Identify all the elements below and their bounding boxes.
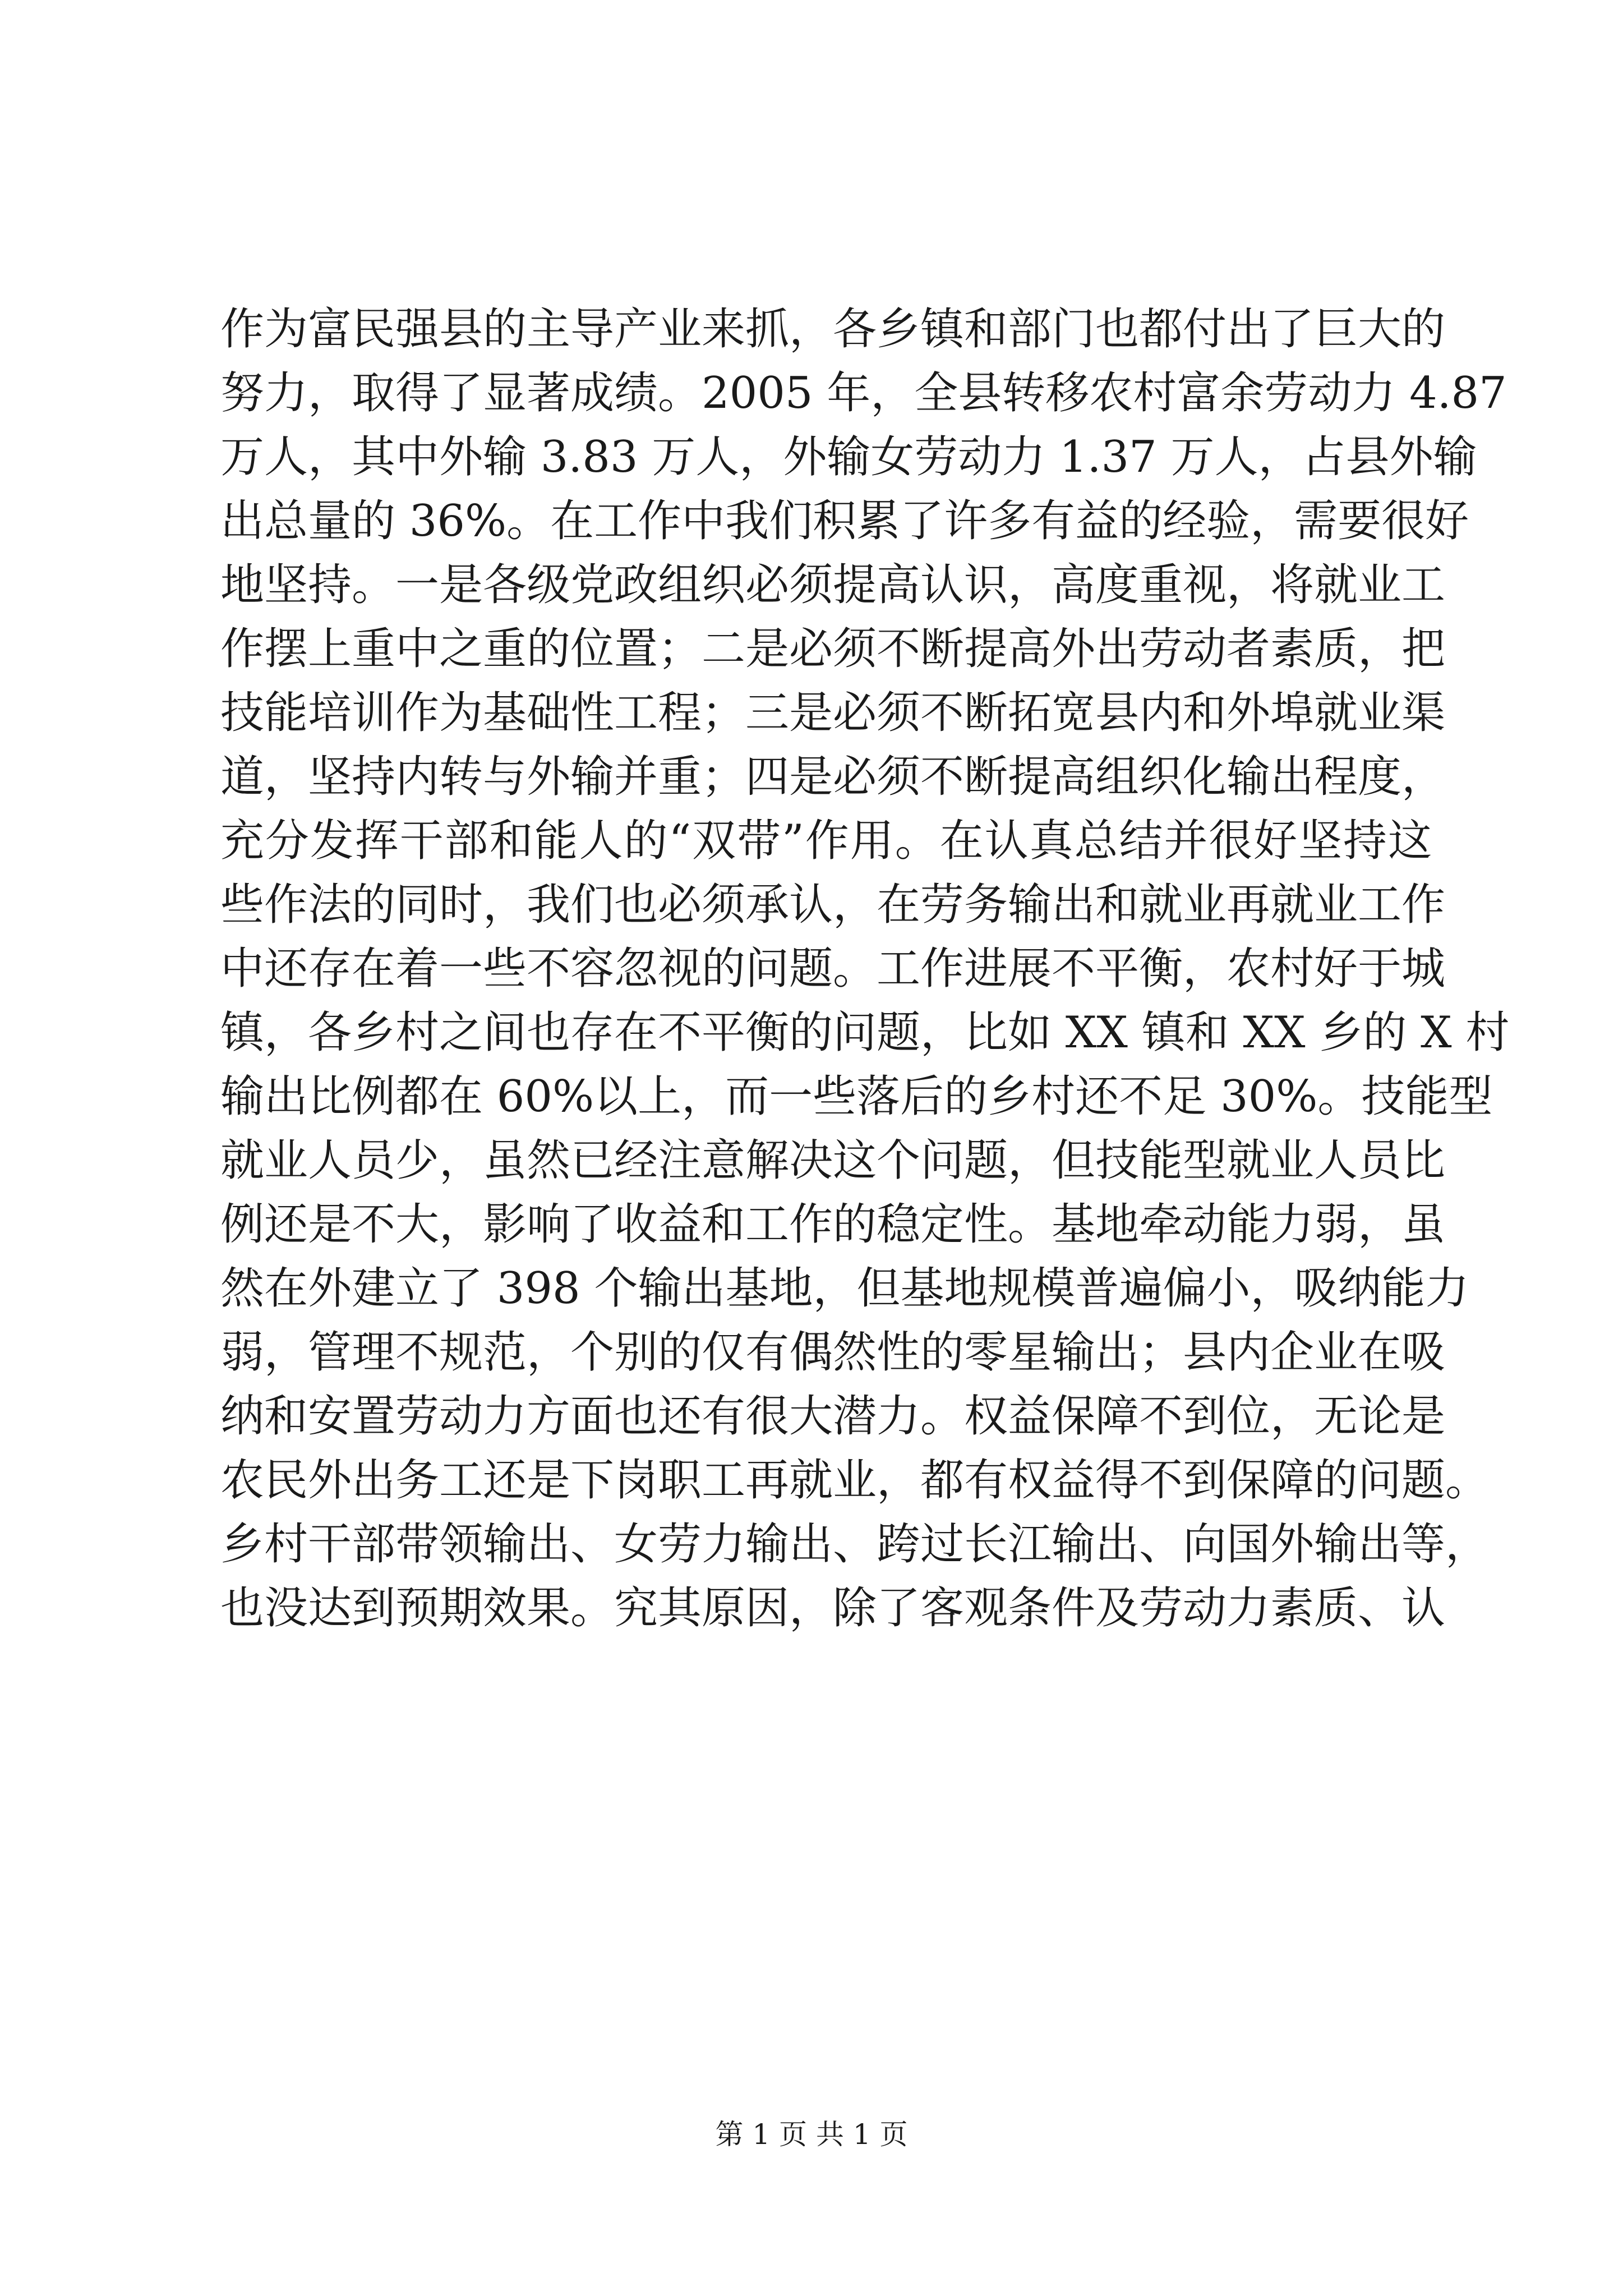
text-line: 也没达到预期效果。究其原因，除了客观条件及劳动力素质、认 bbox=[220, 1583, 1446, 1634]
text-line: 就业人员少，虽然已经注意解决这个问题，但技能型就业人员比 bbox=[220, 1135, 1446, 1186]
text-line: 例还是不大，影响了收益和工作的稳定性。基地牵动能力弱，虽 bbox=[220, 1199, 1446, 1250]
text-line: 技能培训作为基础性工程；三是必须不断拓宽县内和外埠就业渠 bbox=[220, 688, 1446, 738]
text-line: 地坚持。一是各级党政组织必须提高认识，高度重视，将就业工 bbox=[220, 560, 1446, 610]
text-line: 作摆上重中之重的位置；二是必须不断提高外出劳动者素质，把 bbox=[220, 624, 1446, 674]
text-line: 充分发挥干部和能人的“双带”作用。在认真总结并很好坚持这 bbox=[220, 816, 1432, 866]
text-line: 道，坚持内转与外输并重；四是必须不断提高组织化输出程度， bbox=[220, 752, 1446, 802]
text-line: 弱，管理不规范，个别的仅有偶然性的零星输出；县内企业在吸 bbox=[220, 1327, 1446, 1378]
text-line: 万人，其中外输 3.83 万人，外输女劳动力 1.37 万人，占县外输 bbox=[220, 432, 1477, 482]
text-line: 纳和安置劳动力方面也还有很大潜力。权益保障不到位，无论是 bbox=[220, 1391, 1446, 1442]
page-footer: 第 1 页 共 1 页 bbox=[715, 2118, 908, 2151]
body-paragraph bbox=[220, 297, 1510, 1640]
text-line: 镇，各乡村之间也存在不平衡的问题，比如 XX 镇和 XX 乡的 X 村 bbox=[220, 1007, 1510, 1058]
text-line: 出总量的 36%。在工作中我们积累了许多有益的经验，需要很好 bbox=[220, 496, 1469, 546]
text-line: 中还存在着一些不容忽视的问题。工作进展不平衡，农村好于城 bbox=[220, 944, 1446, 994]
text-line: 输出比例都在 60%以上，而一些落后的乡村还不足 30%。技能型 bbox=[220, 1071, 1493, 1122]
text-line: 努力，取得了显著成绩。2005 年，全县转移农村富余劳动力 4.87 bbox=[220, 368, 1507, 418]
text-line: 些作法的同时，我们也必须承认，在劳务输出和就业再就业工作 bbox=[220, 880, 1446, 930]
text-line: 作为富民强县的主导产业来抓，各乡镇和部门也都付出了巨大的 bbox=[220, 304, 1446, 355]
text-line: 农民外出务工还是下岗职工再就业，都有权益得不到保障的问题。 bbox=[220, 1455, 1490, 1506]
text-line: 然在外建立了 398 个输出基地，但基地规模普遍偏小，吸纳能力 bbox=[220, 1263, 1469, 1314]
text-line: 乡村干部带领输出、女劳力输出、跨过长江输出、向国外输出等， bbox=[220, 1519, 1490, 1570]
